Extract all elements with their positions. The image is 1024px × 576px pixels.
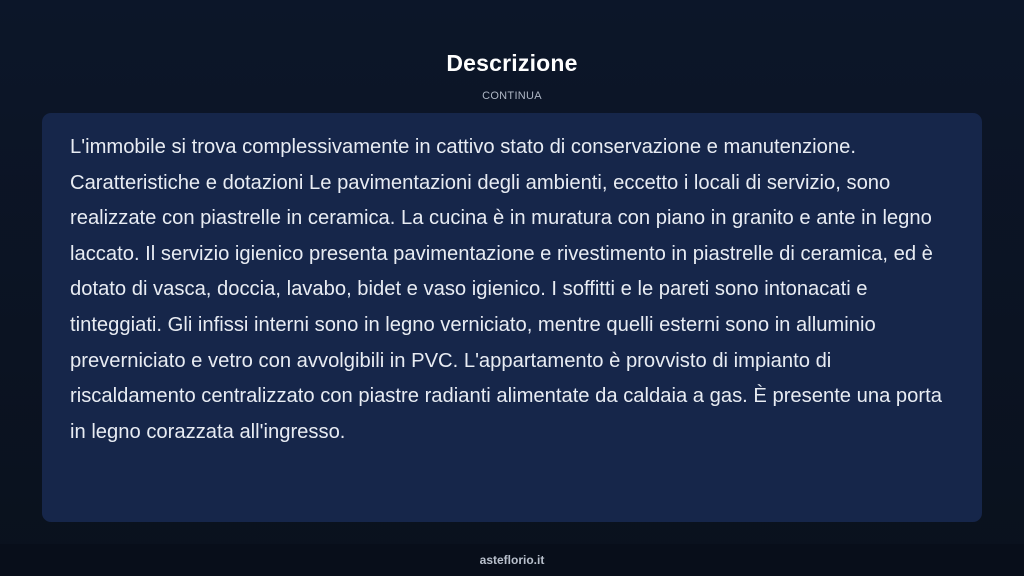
site-name: asteflorio.it bbox=[479, 553, 545, 567]
footer-bar bbox=[0, 544, 1024, 576]
page-header bbox=[0, 0, 1024, 112]
continue-label[interactable]: CONTINUA bbox=[482, 90, 542, 102]
page-title: Descrizione bbox=[446, 50, 578, 76]
description-card bbox=[42, 113, 982, 522]
description-text: L'immobile si trova complessivamente in cattivo stato di conservazione e manutenzione. Caratteristiche e dotazioni Le pavimentazioni degli ambienti, eccetto i locali di servizio, sono realizzate con piastrelle in ceramica. La cucina è in muratura con piano in granito e ante in legno laccato. Il servizio igienico presenta pavimentazione e rivestimento in piastrelle di ceramica, ed è dotato di vasca, doccia, lavabo, bidet e vaso igienico. I soffitti e le pareti sono intonacati e tinteggiati. Gli infissi interni sono in legno verniciato, mentre quelli esterni sono in alluminio preverniciato e vetro con avvolgibili in PVC. L'appartamento è provvisto di impianto di riscaldamento centralizzato con piastre radianti alimentate da caldaia a gas. È presente una porta in legno corazzata all'ingresso. bbox=[70, 136, 942, 443]
